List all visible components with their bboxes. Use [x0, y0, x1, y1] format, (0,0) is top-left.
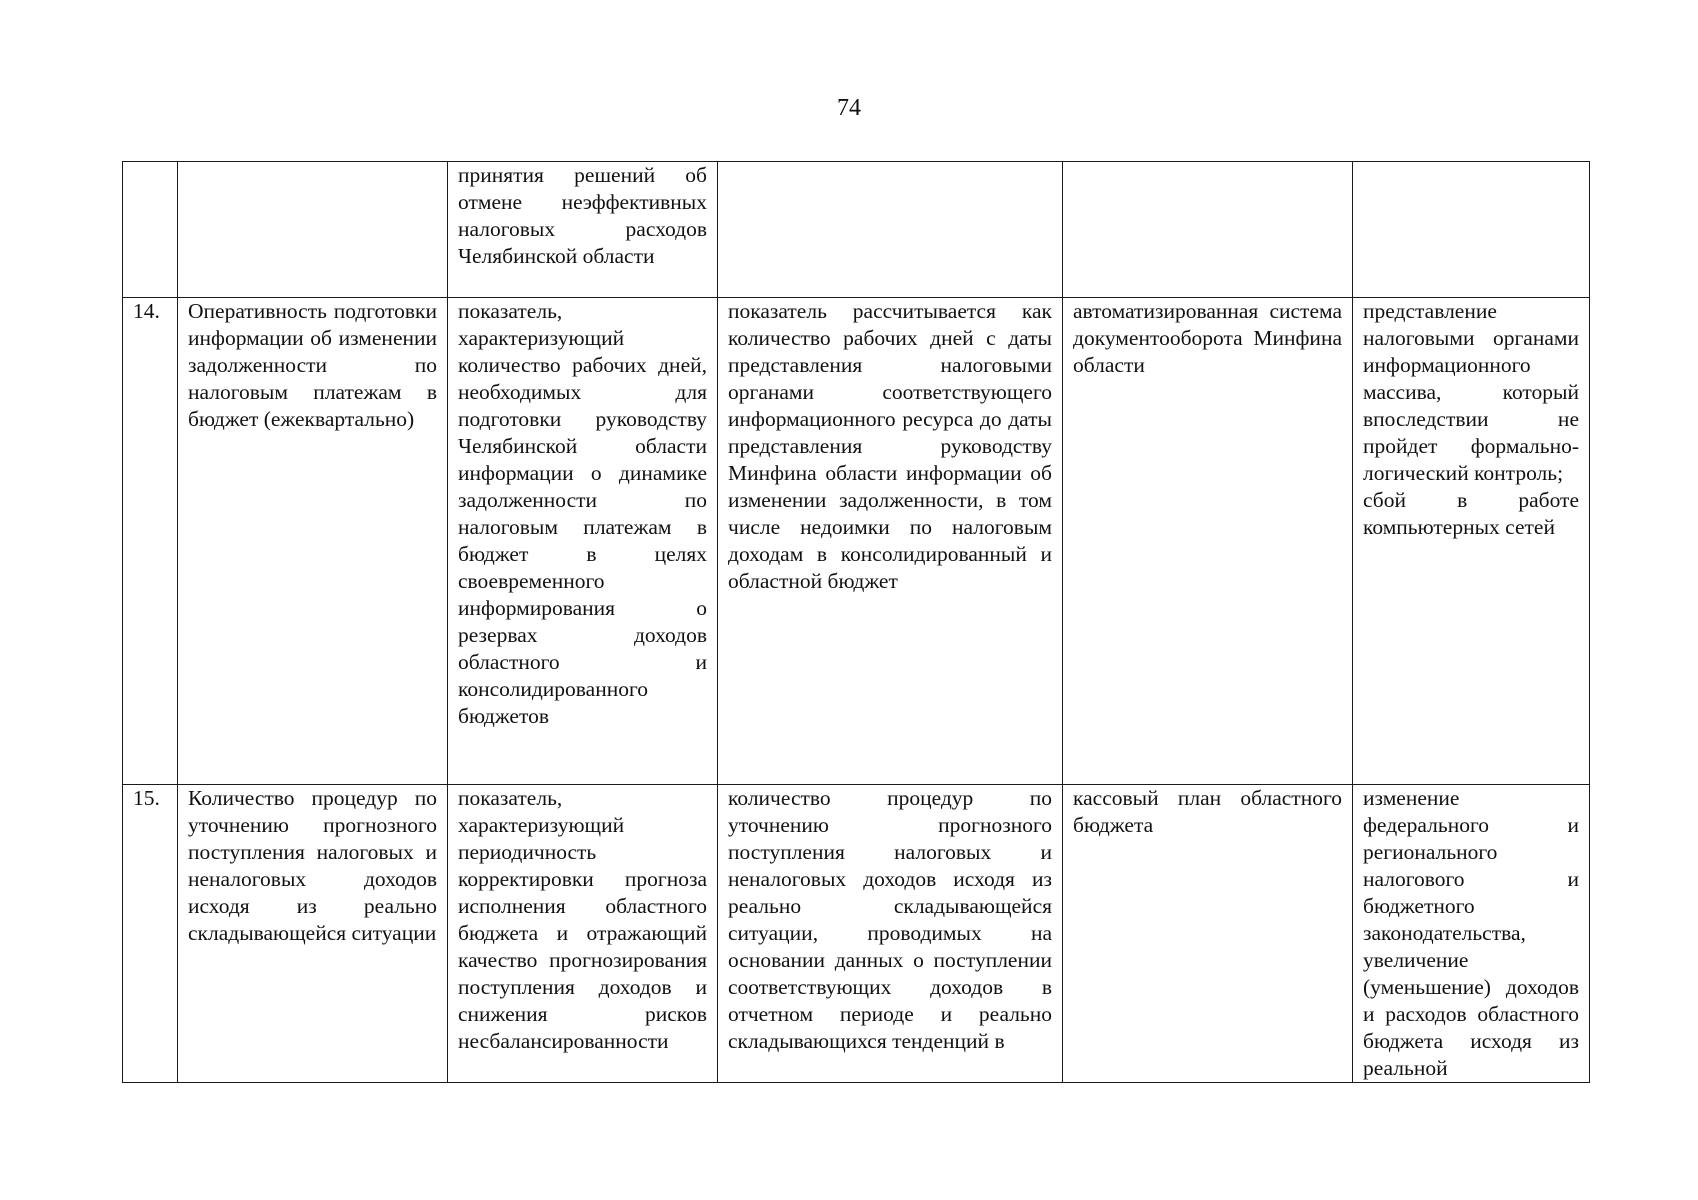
description-cell	[448, 298, 718, 785]
risks: представление налоговыми органами информационного массива, который впоследствии не пройдет формально-логический контроль; сбой в работе компьютерных сетей	[1363, 299, 1579, 539]
method-cell	[718, 162, 1063, 298]
indicator-name: Оперативность подготовки информации об изменении задолженности по налоговым платежам в бюджет (ежеквартально)	[188, 299, 437, 431]
indicator-description: показатель, характеризующий периодичность корректировки прогноза исполнения областного бюджета и отражающий качество прогнозирования поступления доходов и снижения рисков несбалансированности	[458, 786, 707, 1053]
indicator-description: принятия решений об отмене неэффективных налоговых расходов Челябинской области	[458, 163, 707, 268]
indicator-cell	[178, 785, 448, 1083]
page-number: 74	[837, 95, 861, 121]
row-number: 14.	[133, 299, 160, 323]
row-number-cell	[123, 162, 178, 298]
indicator-cell	[178, 298, 448, 785]
method-cell	[718, 298, 1063, 785]
risks-cell	[1353, 162, 1590, 298]
data-source: кассовый план областного бюджета	[1073, 786, 1342, 837]
table-row	[123, 298, 1590, 785]
calculation-method: количество процедур по уточнению прогнозного поступления налоговых и неналоговых доходов исходя из реально складывающейся ситуации, проводимых на основании данных о поступлении соответствующих доходов в отчетном периоде и реально складывающихся тенденций в	[728, 786, 1052, 1053]
description-cell	[448, 785, 718, 1083]
indicators-table	[122, 161, 1590, 1083]
calculation-method: показатель рассчитывается как количество рабочих дней с даты представления налоговыми органами соответствующего информационного ресурса до даты представления руководству Минфина области информации об изменении задолженности, в том числе недоимки по налоговым доходам в консолидированный и областной бюджет	[728, 299, 1052, 593]
description-cell	[448, 162, 718, 298]
risks-cell	[1353, 298, 1590, 785]
row-number: 15.	[133, 786, 160, 810]
data-source: автоматизированная система документооборота Минфина области	[1073, 299, 1342, 377]
row-number-cell	[123, 785, 178, 1083]
method-cell	[718, 785, 1063, 1083]
indicator-cell	[178, 162, 448, 298]
risks: изменение федерального и регионального налогового и бюджетного законодательства, увеличение (уменьшение) доходов и расходов областного бюджета исходя из реальной	[1363, 786, 1579, 1080]
source-cell	[1063, 162, 1353, 298]
table-row	[123, 162, 1590, 298]
source-cell	[1063, 785, 1353, 1083]
risks-cell	[1353, 785, 1590, 1083]
row-number-cell	[123, 298, 178, 785]
table-row	[123, 785, 1590, 1083]
indicator-description: показатель, характеризующий количество рабочих дней, необходимых для подготовки руководству Челябинской области информации о динамике задолженности по налоговым платежам в бюджет в целях своевременного информирования о резервах доходов областного и консолидированного бюджетов	[458, 299, 707, 728]
source-cell	[1063, 298, 1353, 785]
indicator-name: Количество процедур по уточнению прогнозного поступления налоговых и неналоговых доходов исходя из реально складывающейся ситуации	[188, 786, 437, 945]
